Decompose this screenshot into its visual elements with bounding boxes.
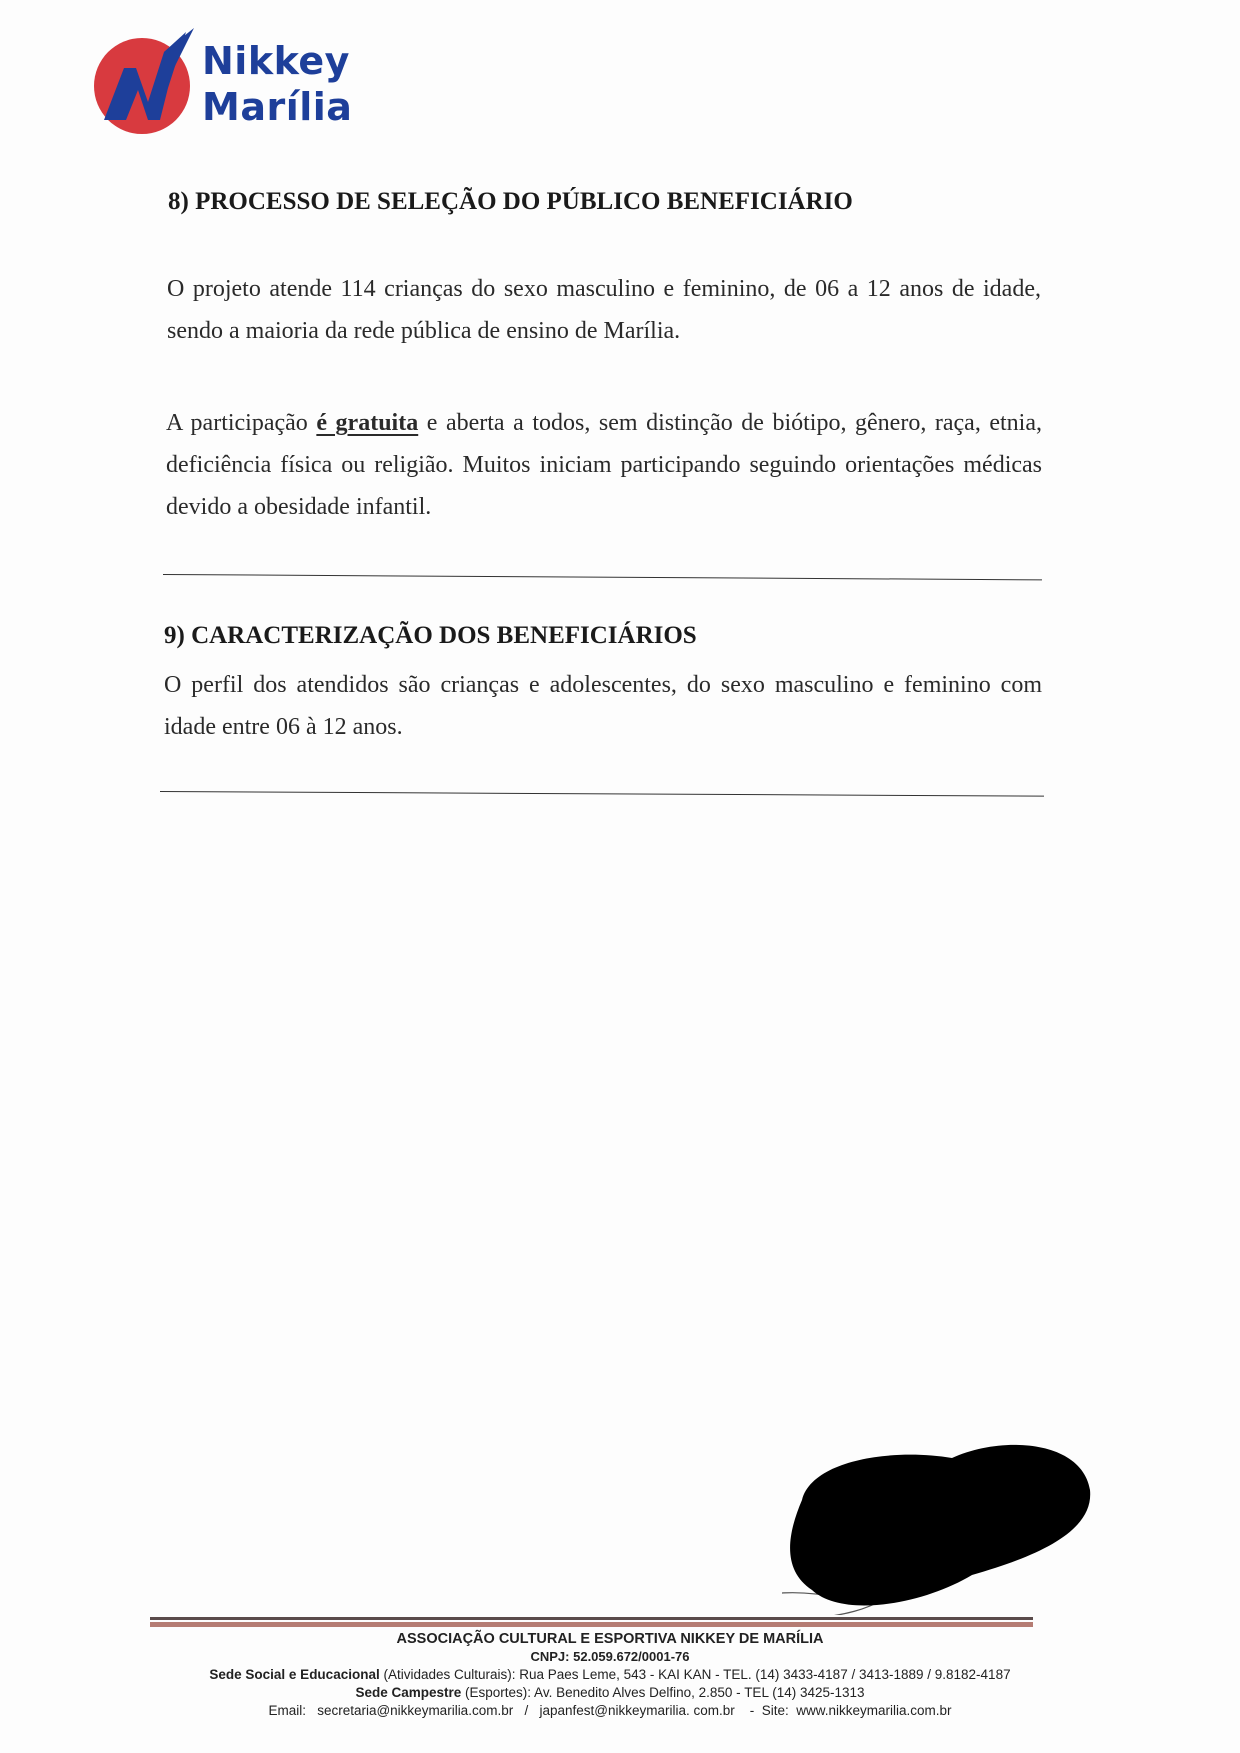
- section-9-title: 9) CARACTERIZAÇÃO DOS BENEFICIÁRIOS: [164, 622, 697, 649]
- section-8-title: 8) PROCESSO DE SELEÇÃO DO PÚBLICO BENEFICIÁRIO: [168, 188, 853, 215]
- gratuita-emphasis: é gratuita: [316, 410, 419, 436]
- logo-emblem-icon: [90, 28, 200, 138]
- redacted-signature: [782, 1440, 1092, 1615]
- footer-sede-campestre-label: Sede Campestre: [355, 1685, 462, 1700]
- footer-sede-social: [130, 1666, 1090, 1684]
- section-divider-2: [160, 791, 1044, 797]
- paragraph-2-text-start: A participação: [166, 410, 317, 436]
- logo-text-nikkey: Nikkey: [202, 39, 350, 83]
- footer-organization: ASSOCIAÇÃO CULTURAL E ESPORTIVA NIKKEY DE MARÍLIA: [396, 1631, 824, 1647]
- section-8-paragraph-2: [166, 402, 1042, 528]
- footer-sede-social-label: Sede Social e Educacional: [209, 1667, 380, 1682]
- nikkey-marilia-logo: [90, 28, 390, 138]
- footer-sede-social-text: (Atividades Culturais): Rua Paes Leme, 543 - KAI KAN - TEL. (14) 3433-4187 / 3413-1889 / 9.8182-4187: [379, 1667, 1011, 1682]
- section-9-paragraph: O perfil dos atendidos são crianças e adolescentes, do sexo masculino e feminino com idade entre 06 à 12 anos.: [164, 672, 1042, 740]
- section-divider-1: [163, 574, 1042, 580]
- footer: [130, 1630, 1090, 1720]
- footer-contact: Email: secretaria@nikkeymarilia.com.br / japanfest@nikkeymarilia. com.br - Site: www.nikkeymarilia.com.br: [268, 1703, 952, 1718]
- footer-sede-campestre: [130, 1684, 1090, 1702]
- section-8-paragraph-1: O projeto atende 114 crianças do sexo masculino e feminino, de 06 a 12 anos de idade, sendo a maioria da rede pública de ensino de Marília.: [167, 276, 1041, 344]
- logo-text-marilia: Marília: [202, 85, 353, 129]
- footer-sede-campestre-text: (Esportes): Av. Benedito Alves Delfino, 2.850 - TEL (14) 3425-1313: [461, 1685, 865, 1700]
- footer-rule-light: [150, 1622, 1033, 1627]
- footer-rule-dark: [150, 1617, 1033, 1620]
- footer-cnpj: CNPJ: 52.059.672/0001-76: [530, 1649, 690, 1664]
- paragraph-2-text-end: e aberta a todos, sem distinção de biótipo, gênero, raça, etnia, deficiência física ou religião. Muitos iniciam participando seguindo orientações médicas devido a obesidade infantil.: [166, 410, 1043, 520]
